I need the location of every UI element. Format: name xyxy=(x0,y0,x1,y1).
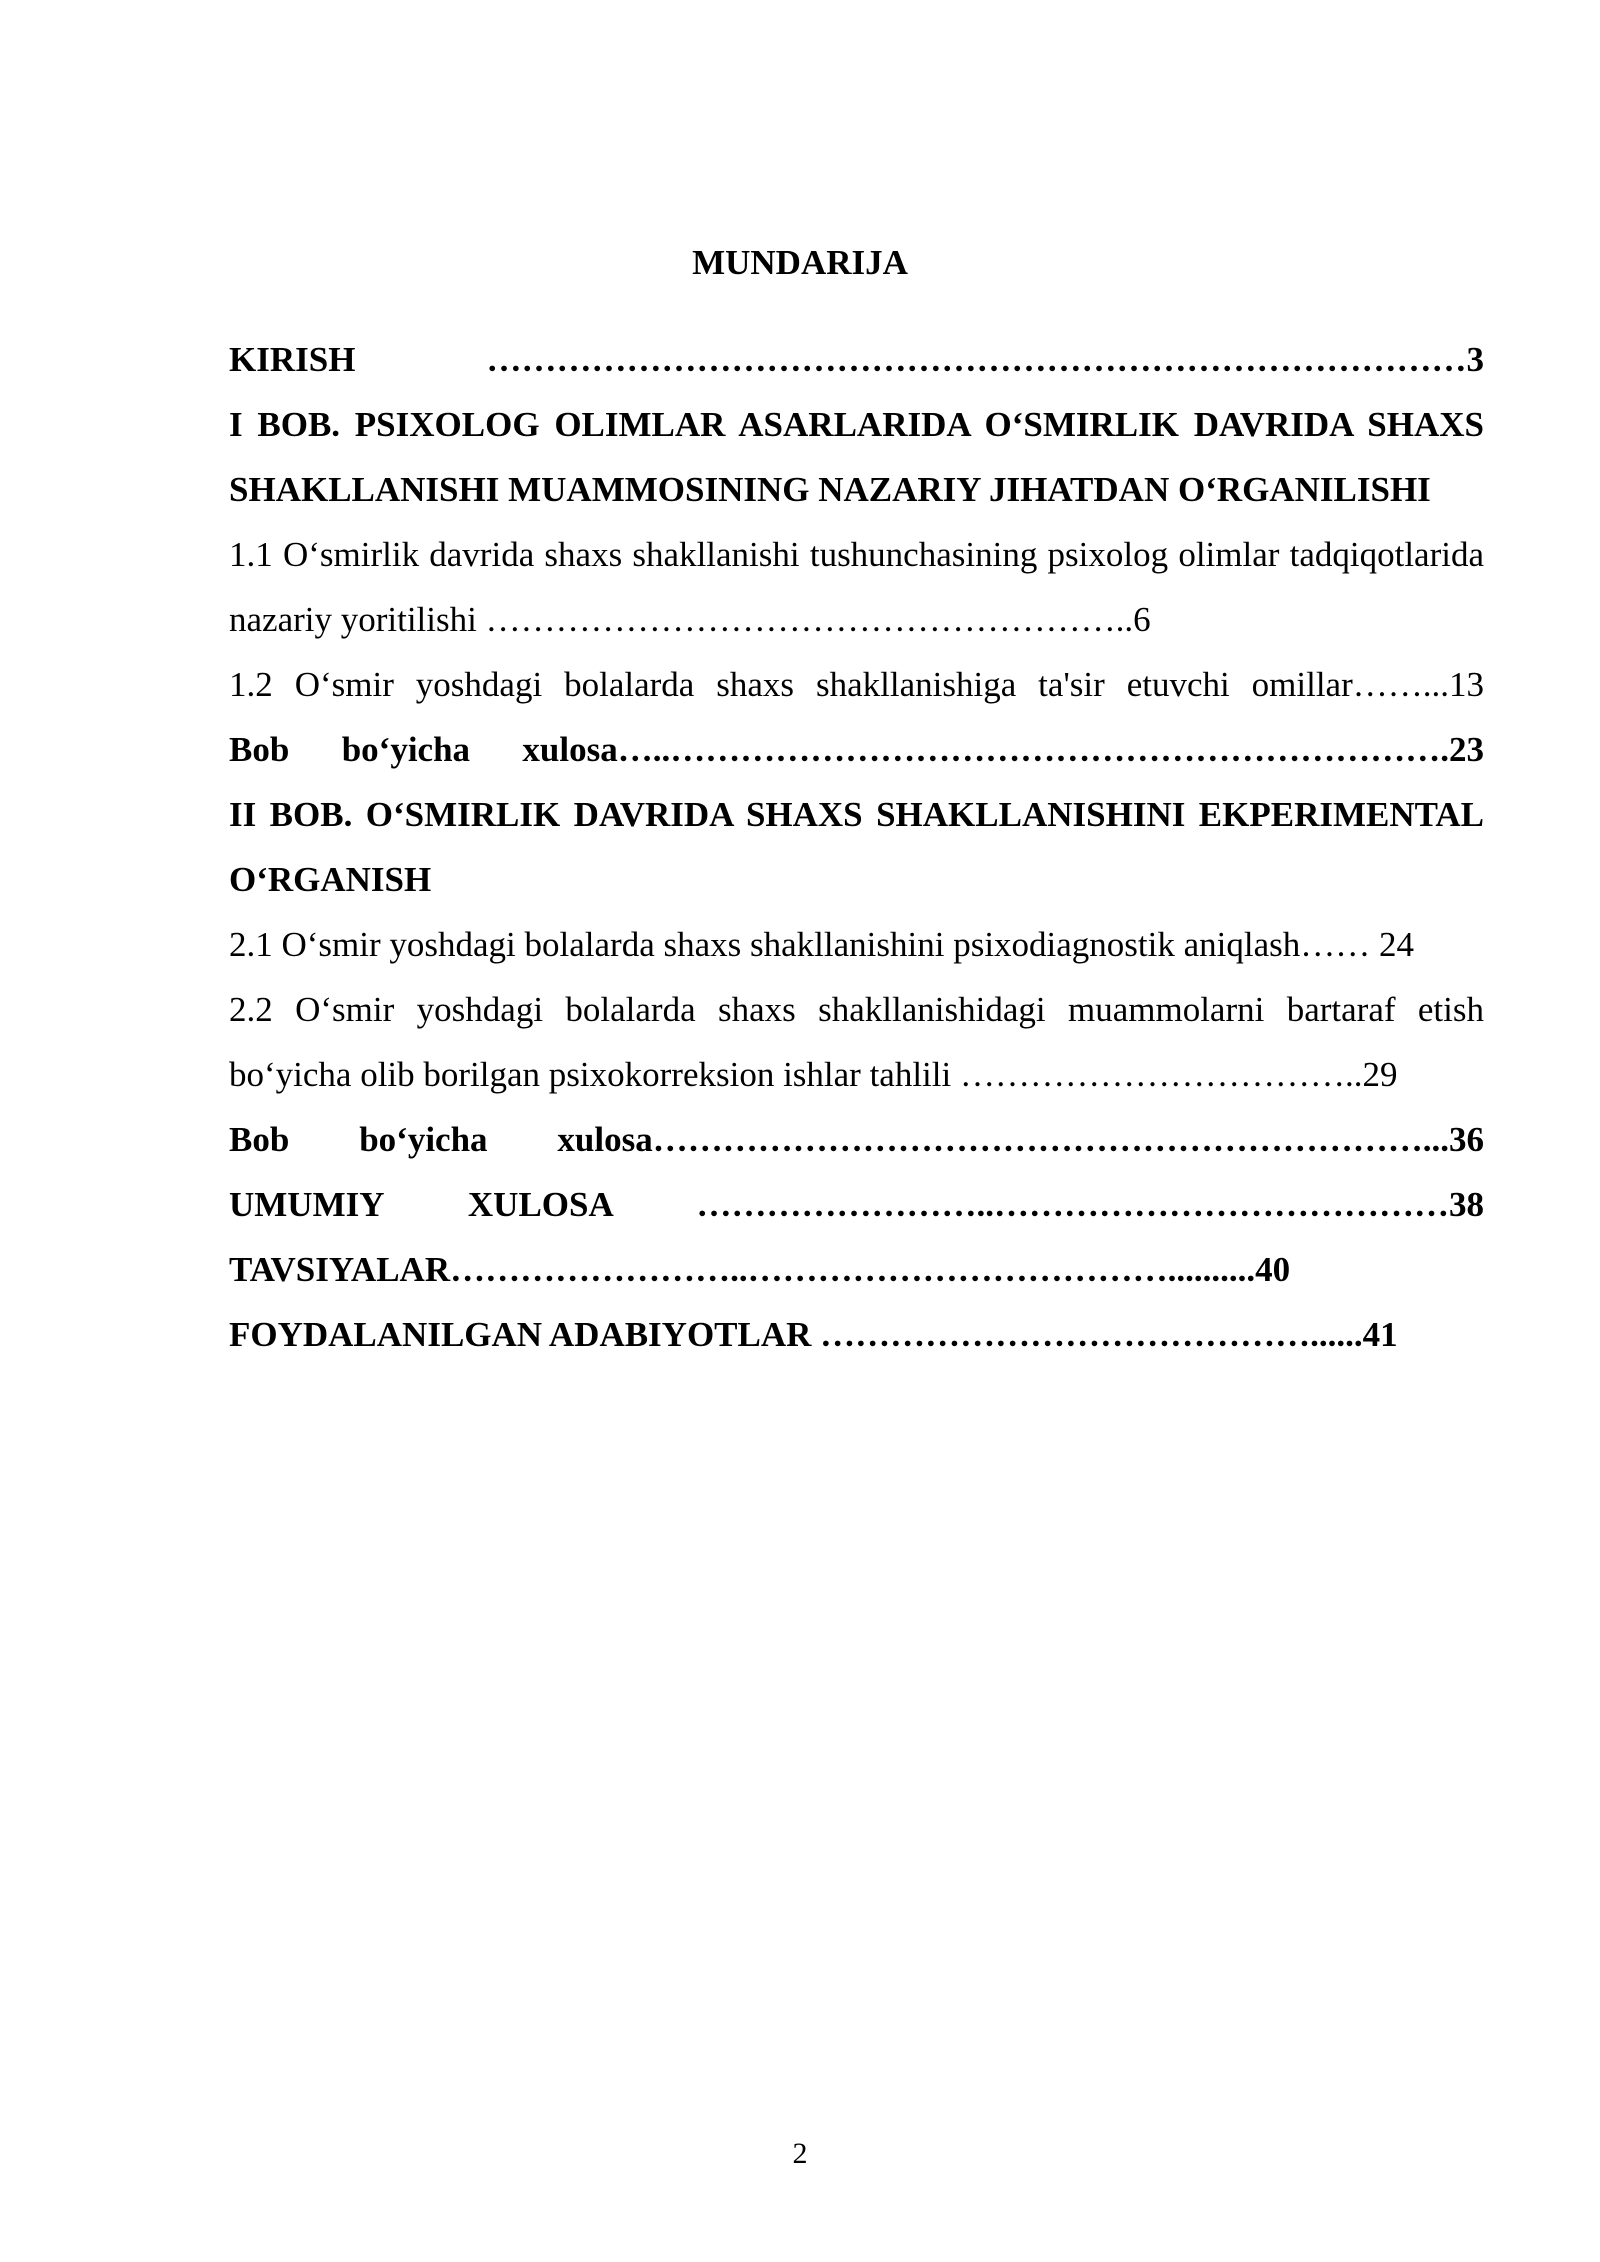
toc-entry-section-2-1: 2.1 O‘smir yoshdagi bolalarda shaxs shakllanishini psixodiagnostik aniqlash…… 24 xyxy=(229,925,1415,964)
toc-entry-references: FOYDALANILGAN ADABIYOTLAR ……………………………………......41 xyxy=(229,1315,1398,1354)
toc-entry-section-2-2: 2.2 O‘smir yoshdagi bolalarda shaxs shakllanishidagi muammolarni bartaraf etish bo‘yicha olib borilgan psixokorreksion ishlar tahlili ……………………………..29 xyxy=(229,990,1484,1094)
toc-entry-recommendations: TAVSIYALAR……………………..………………………………..........40 xyxy=(229,1250,1291,1289)
toc-entry-section-1-2: 1.2 O‘smir yoshdagi bolalarda shaxs shakllanishiga ta'sir etuvchi omillar……...13 xyxy=(229,665,1484,704)
toc-entry-general-conclusion: UMUMIY XULOSA ……………………..…………………………………38 xyxy=(229,1185,1484,1224)
page-number: 2 xyxy=(792,2137,808,2170)
page-title: MUNDARIJA xyxy=(692,243,908,282)
toc-entry-section-1-1: 1.1 O‘smirlik davrida shaxs shakllanishi tushunchasining psixolog olimlar tadqiqotlarida nazariy yoritilishi ………………………………………………..6 xyxy=(229,535,1484,639)
toc-entry-chapter-1-conclusion: Bob bo‘yicha xulosa…..………………………………………………………….23 xyxy=(229,730,1484,769)
toc-entry-chapter-2-conclusion: Bob bo‘yicha xulosa…………………………………………………………...36 xyxy=(229,1120,1484,1159)
toc-entry-kirish: KIRISH …………………………………………………………………………3 xyxy=(229,340,1484,379)
toc-entry-chapter-2: II BOB. O‘SMIRLIK DAVRIDA SHAXS SHAKLLANISHINI EKPERIMENTAL O‘RGANISH xyxy=(229,795,1484,899)
table-of-contents xyxy=(229,327,1484,1367)
toc-entry-chapter-1: I BOB. PSIXOLOG OLIMLAR ASARLARIDA O‘SMIRLIK DAVRIDA SHAXS SHAKLLANISHI MUAMMOSINING NAZARIY JIHATDAN O‘RGANILISHI xyxy=(229,405,1484,509)
